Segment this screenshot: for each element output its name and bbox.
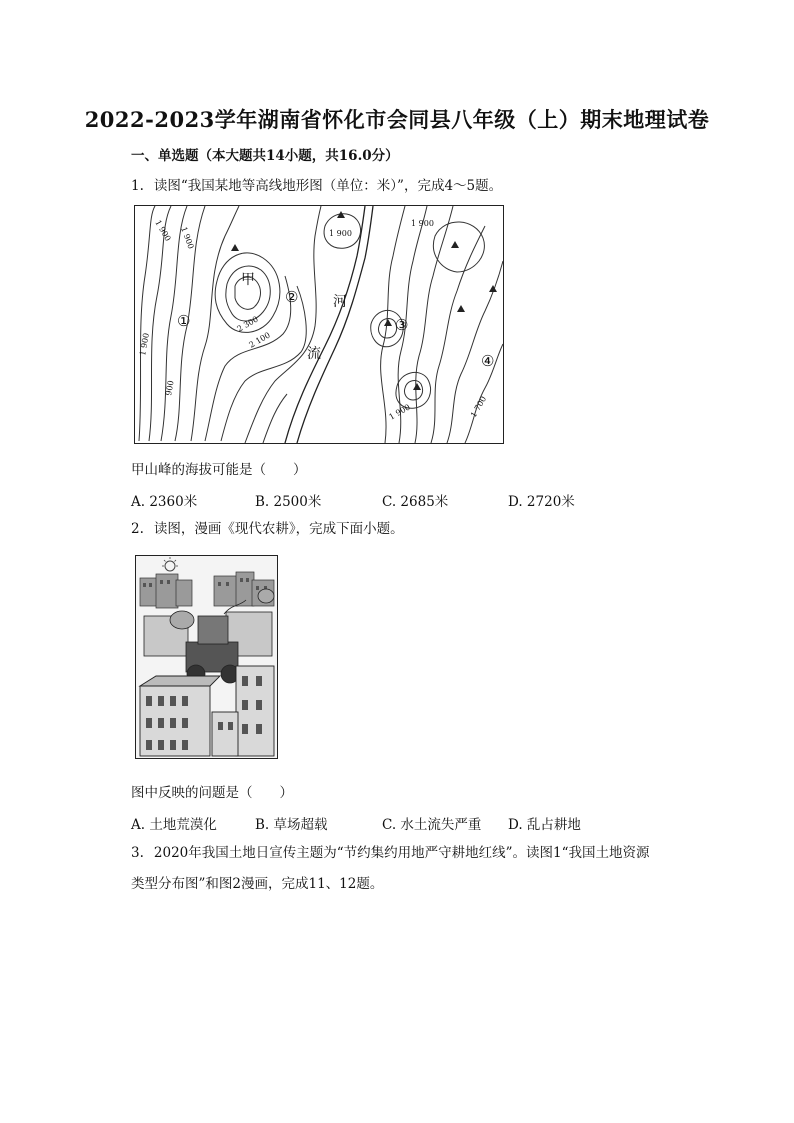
contour-map bbox=[134, 205, 504, 444]
point-1-label: ① bbox=[177, 312, 191, 330]
question-3 bbox=[131, 843, 691, 863]
question-2 bbox=[131, 519, 404, 539]
option-a[interactable]: A. 2360米 bbox=[131, 494, 198, 510]
elevation-label: 1 900 bbox=[411, 219, 434, 228]
option-b[interactable]: B. 草场超载 bbox=[255, 817, 328, 833]
point-4-label: ④ bbox=[481, 352, 495, 370]
question-number: 2. bbox=[131, 521, 144, 537]
elevation-label: 2 100 bbox=[247, 330, 272, 350]
option-d[interactable]: D. 乱占耕地 bbox=[508, 817, 581, 833]
question-number: 1. bbox=[131, 178, 144, 194]
river-label-liu: 流 bbox=[307, 346, 321, 362]
elevation-label: 900 bbox=[164, 379, 176, 397]
section-heading: 一、单选题（本大题共14小题，共16.0分） bbox=[131, 148, 399, 164]
cartoon-modern-farming bbox=[135, 555, 278, 759]
option-d[interactable]: D. 2720米 bbox=[508, 494, 575, 510]
elevation-label: 1 900 bbox=[153, 218, 173, 243]
elevation-label: 2 300 bbox=[235, 314, 260, 334]
question-number: 3. bbox=[131, 845, 144, 861]
page-title: 2022-2023学年湖南省怀化市会同县八年级（上）期末地理试卷 bbox=[84, 107, 710, 132]
option-c[interactable]: C. 水土流失严重 bbox=[382, 817, 482, 833]
question-text: 读图“我国某地等高线地形图（单位：米）”，完成4～5题。 bbox=[153, 178, 503, 194]
elevation-label: 1 900 bbox=[387, 402, 412, 422]
point-3-label: ③ bbox=[395, 316, 409, 334]
elevation-label: 1 900 bbox=[329, 229, 352, 238]
river-label-he: 河 bbox=[333, 294, 347, 310]
elevation-label: 1 900 bbox=[179, 225, 196, 251]
option-a[interactable]: A. 土地荒漠化 bbox=[131, 817, 217, 833]
elevation-label: 1 900 bbox=[138, 332, 151, 357]
question-1 bbox=[131, 176, 502, 196]
question-text: 读图，漫画《现代农耕》，完成下面小题。 bbox=[153, 521, 404, 537]
elevation-label: 1 700 bbox=[468, 394, 489, 419]
option-b[interactable]: B. 2500米 bbox=[255, 494, 322, 510]
contour-map-svg bbox=[135, 206, 503, 443]
question-2-stem: 图中反映的问题是（ ） bbox=[131, 785, 293, 801]
peak-jia-label: 甲 bbox=[241, 272, 255, 288]
cartoon-svg bbox=[136, 556, 277, 758]
option-c[interactable]: C. 2685米 bbox=[382, 494, 449, 510]
point-2-label: ② bbox=[285, 288, 299, 306]
question-text-line-1: 2020年我国土地日宣传主题为“节约集约用地严守耕地红线”。读图1“我国土地资源 bbox=[153, 845, 650, 861]
question-1-stem: 甲山峰的海拔可能是（ ） bbox=[131, 462, 307, 478]
question-3-line-2: 类型分布图”和图2漫画，完成11、12题。 bbox=[131, 876, 384, 892]
